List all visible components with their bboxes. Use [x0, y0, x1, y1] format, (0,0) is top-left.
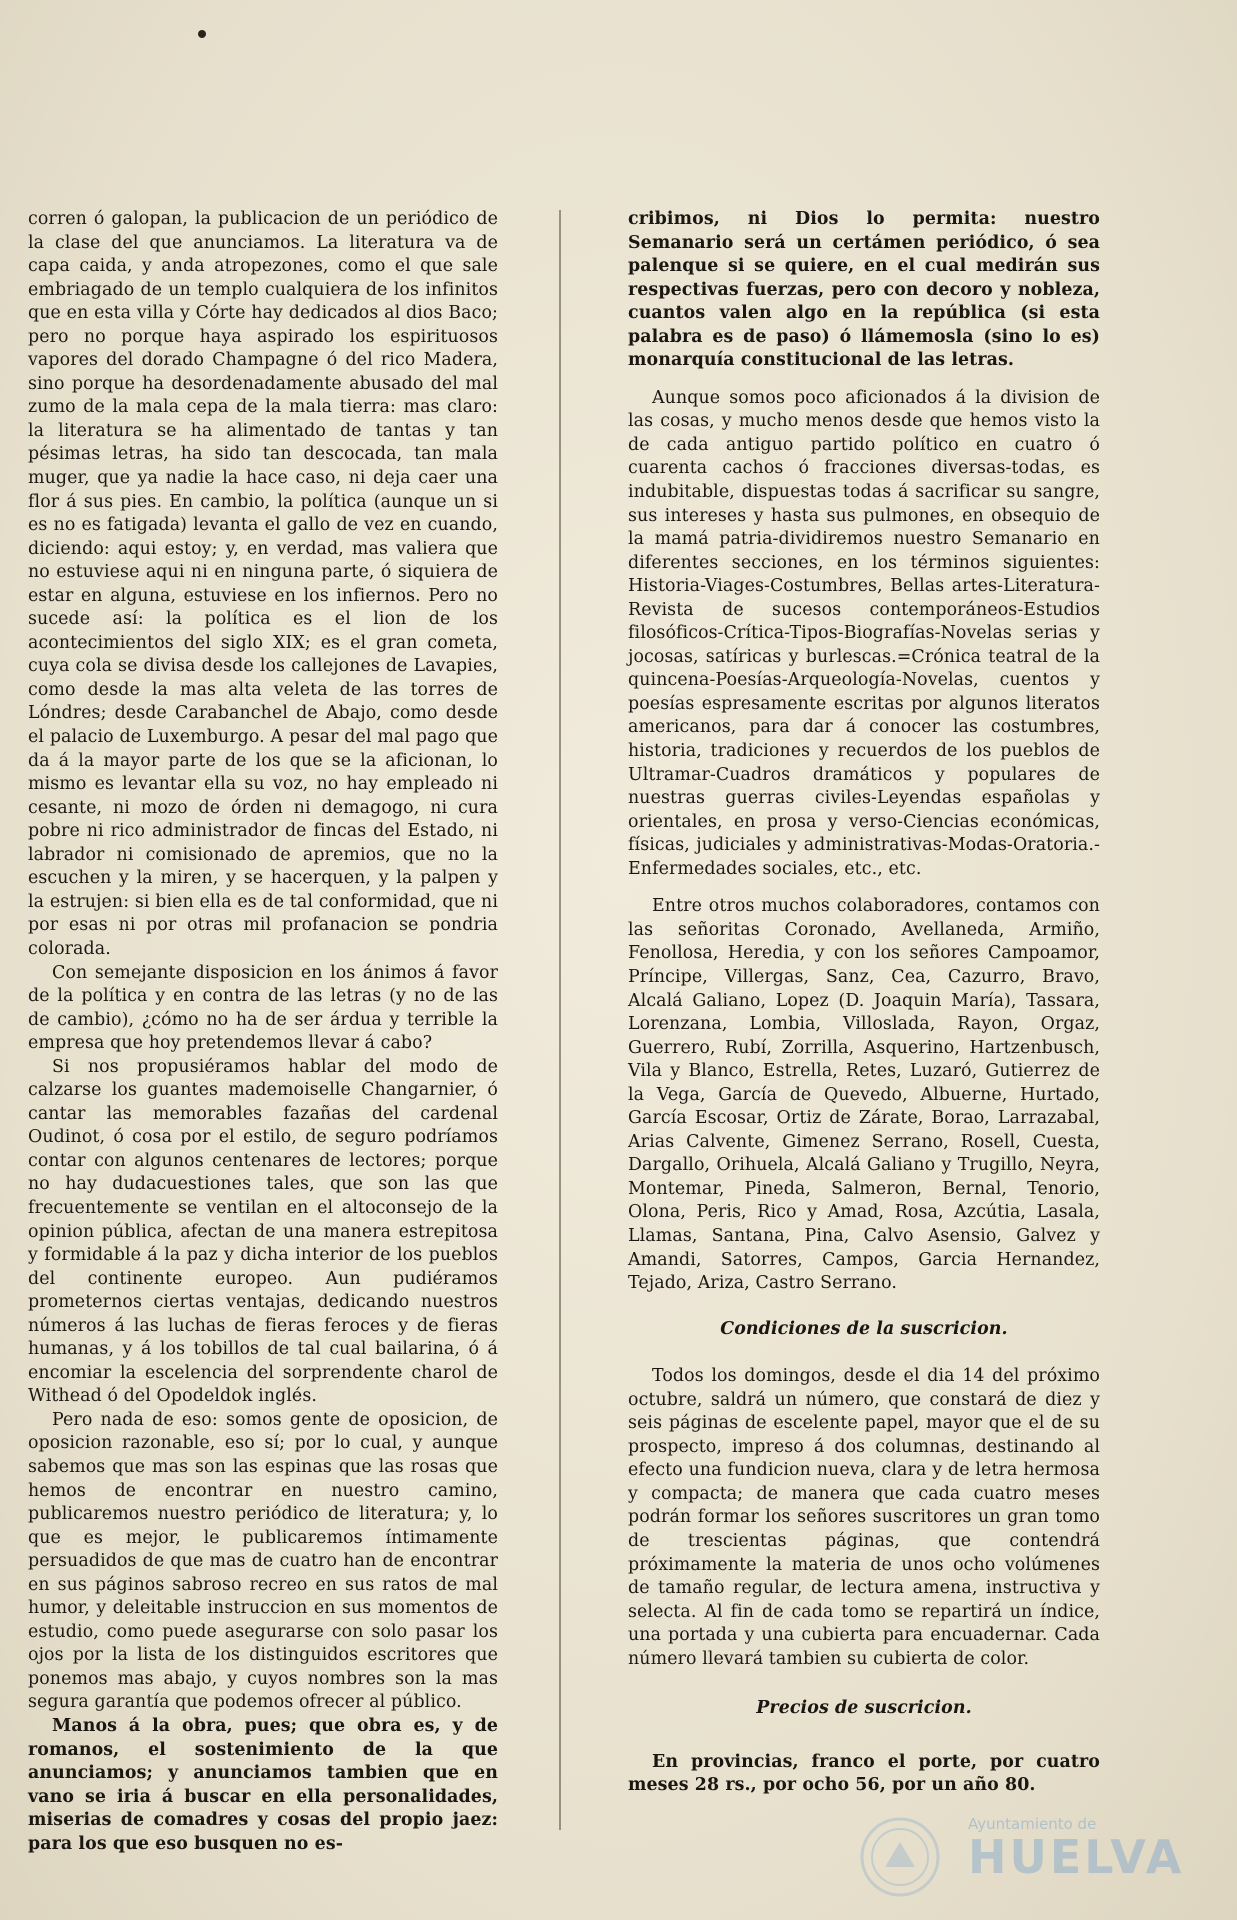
left-paragraph-3: Si nos propusiéramos hablar del modo de calzarse los guantes mademoiselle Changarnier, ó cantar las memorables fazañas del cardenal Oudinot, ó cosa por el estilo, de seguro podríamos contar con algunos centenares de lectores; porque no hay dudacuestiones tales, que son las que frecuentemente se ventilan en el altoconsejo de la opinion pública, afectan de una manera estrepitosa y formidable á la paz y dicha interior de los pueblos del continente europeo. Aun pudiéramos prometernos ciertas ventajas, dedicando nuestros números á las luchas de fieras feroces y de fieras humanas, y á los tobillos de tal cual bailarina, ó á encomiar la escelencia del sorprendente charol de Withead ó del Opodeldok inglés. [28, 1056, 498, 1407]
watermark-title: HUELVA [968, 1830, 1185, 1884]
left-paragraph-5: Manos á la obra, pues; que obra es, y de romanos, el sostenimiento de la que anunciamos; y anunciamos tambien que en vano se iria á buscar en ella personalidades, miserias de comadres y cosas del propio jaez: para los que eso busquen no es- [28, 1716, 498, 1854]
paragraph-gap [628, 373, 1100, 387]
watermark-subtitle: Ayuntamiento de [968, 1815, 1097, 1833]
left-paragraph-4: Pero nada de eso: somos gente de oposicion, de oposicion razonable, eso sí; por lo cual, y aunque sabemos que mas son las espinas que las rosas que hemos de encontrar en nuestro camino, publicaremos nuestro periódico de literatura; y, lo que es mejor, le publicaremos íntimamente persuadidos de que mas de cuatro han de encontrar en sus páginos sabroso recreo en sus ratos de mal humor, y deleitable instruccion en sus momentos de estudio, como puede asegurarse con solo pasar los ojos por la lista de los distinguidos escritores que ponemos mas abajo, y cuyos nombres son la mas segura garantía que podemos ofrecer al público. [28, 1409, 498, 1713]
left-column [28, 208, 498, 1856]
left-paragraph-1: corren ó galopan, la publicacion de un periódico de la clase del que anunciamos. La literatura va de capa caida, y anda atropezones, como el que sale embriagado de un templo cualquiera de los infinitos que en esta villa y Córte hay dedicados al dios Baco; pero no porque haya aspirado los espirituosos vapores del dorado Champagne ó del rico Madera, sino porque ha desordenadamente abusado del mal zumo de la mala cepa de la mala tierra: mas claro: la literatura se ha alimentado de tantas y tan pésimas letras, ha sido tan descocada, tan mala muger, que ya nadie la hace caso, ni deja caer una flor á sus pies. En cambio, la política (aunque un si es no es fatigada) levanta el gallo de vez en cuando, diciendo: aqui estoy; y, en verdad, mas valiera que no estuviese aqui ni en ninguna parte, ó siquiera de estar en alguna, estuviese en los infiernos. Pero no sucede así: la política es el lion de los acontecimientos del siglo XIX; es el gran cometa, cuya cola se divisa desde los callejones de Lavapies, como desde la mas alta veleta de las torres de Lóndres; desde Carabanchel de Abajo, como desde el palacio de Luxemburgo. A pesar del mal pago que da á la mayor parte de los que se la aficionan, lo mismo es levantar ella su voz, no hay empleado ni cesante, ni mozo de órden ni demagogo, ni cura pobre ni rico administrador de fincas del Estado, ni labrador ni comisionado de apremios, que no la escuchen y la miren, y se hacerquen, y la palpen y la estrujen: si bien ella es de tal conformidad, que ni por esas ni por otras mil profanacion se pondria colorada. [28, 209, 498, 959]
right-paragraph-2: Aunque somos poco aficionados á la division de las cosas, y mucho menos desde que hemos visto la de cada antiguo partido político en cuatro ó cuarenta cachos ó fracciones diversas-todas, es indubitable, dispuestas todas á sacrificar su sangre, sus intereses y hasta sus pulmones, en obsequio de la mamá patria-dividiremos nuestro Semanario en diferentes secciones, en los términos siguientes: Historia-Viages-Costumbres, Bellas artes-Literatura-Revista de sucesos contemporáneos-Estudios filosóficos-Crítica-Tipos-Biografías-Novelas serias y jocosas, satíricas y burlescas.=Crónica teatral de la quincena-Poesías-Arqueología-Novelas, cuentos y poesías espresamente escritas por algunos literatos americanos, para dar á conocer las costumbres, historia, tradiciones y recuerdos de los pueblos de Ultramar-Cuadros dramáticos y populares de nuestras guerras civiles-Leyendas españolas y orientales, en prosa y verso-Ciencias económicas, físicas, judiciales y administrativas-Modas-Oratoria.-Enfermedades sociales, etc., etc. [628, 387, 1100, 879]
column-divider [559, 210, 561, 1830]
left-paragraph-2: Con semejante disposicion en los ánimos á favor de la política y en contra de las letras (y no de las de cambio), ¿cómo no ha de ser árdua y terrible la empresa que hoy pretendemos llevar á cabo? [28, 962, 498, 1054]
right-paragraph-3: Entre otros muchos colaboradores, contamos con las señoritas Coronado, Avellaneda, Armiño, Fenollosa, Heredia, y con los señores Campoamor, Príncipe, Villergas, Sanz, Cea, Cazurro, Bravo, Alcalá Galiano, Lopez (D. Joaquin María), Tassara, Lorenzana, Lombia, Villoslada, Rayon, Orgaz, Guerrero, Rubí, Zorrilla, Asquerino, Hartzenbusch, Vila y Blanco, Estrella, Retes, Luzaró, Gutierrez de la Vega, García de Quevedo, Albuerne, Hurtado, García Escosar, Ortiz de Zárate, Borao, Larrazabal, Arias Calvente, Gimenez Serrano, Rosell, Cuesta, Dargallo, Orihuela, Alcalá Galiano y Trugillo, Neyra, Montemar, Pineda, Salmeron, Bernal, Tenorio, Olona, Peris, Rico y Amad, Rosa, Azcútia, Lasala, Llamas, Santana, Pina, Calvo Asensio, Galvez y Amandi, Satorres, Campos, Garcia Hernandez, Tejado, Ariza, Castro Serrano. [628, 896, 1100, 1294]
conditions-paragraph: Todos los domingos, desde el dia 14 del próximo octubre, saldrá un número, que constará de diez y seis páginas de escelente papel, mayor que el de su prospecto, impreso á dos columnas, destinando al efecto una fundicion nueva, clara y de letra hermosa y compacta; de manera que cada cuatro meses podrán formar los señores suscritores un gran tomo de trescientas páginas, que contendrá próximamente la materia de unos ocho volúmenes de tamaño regular, de lectura amena, instructiva y selecta. Al fin de cada tomo se repartirá un índice, una portada y una cubierta para encuadernar. Cada número llevará tambien su cubierta de color. [628, 1366, 1100, 1669]
prices-heading: Precios de suscricion. [756, 1698, 972, 1719]
ink-dot [198, 30, 206, 38]
prices-paragraph: En provincias, franco el porte, por cuatro meses 28 rs., por ocho 56, por un año 80. [628, 1751, 1100, 1796]
right-column [628, 208, 1100, 1798]
paragraph-gap [628, 881, 1100, 895]
conditions-heading: Condiciones de la suscricion. [720, 1318, 1008, 1339]
right-paragraph-1: cribimos, ni Dios lo permita: nuestro Semanario será un certámen periódico, ó sea palenque si se quiere, en el cual medirán sus respectivas fuerzas, pero con decoro y nobleza, cuantos valen algo en la república (si esta palabra es de paso) ó llámemosla (sino lo es) monarquía constitucional de las letras. [628, 209, 1100, 371]
